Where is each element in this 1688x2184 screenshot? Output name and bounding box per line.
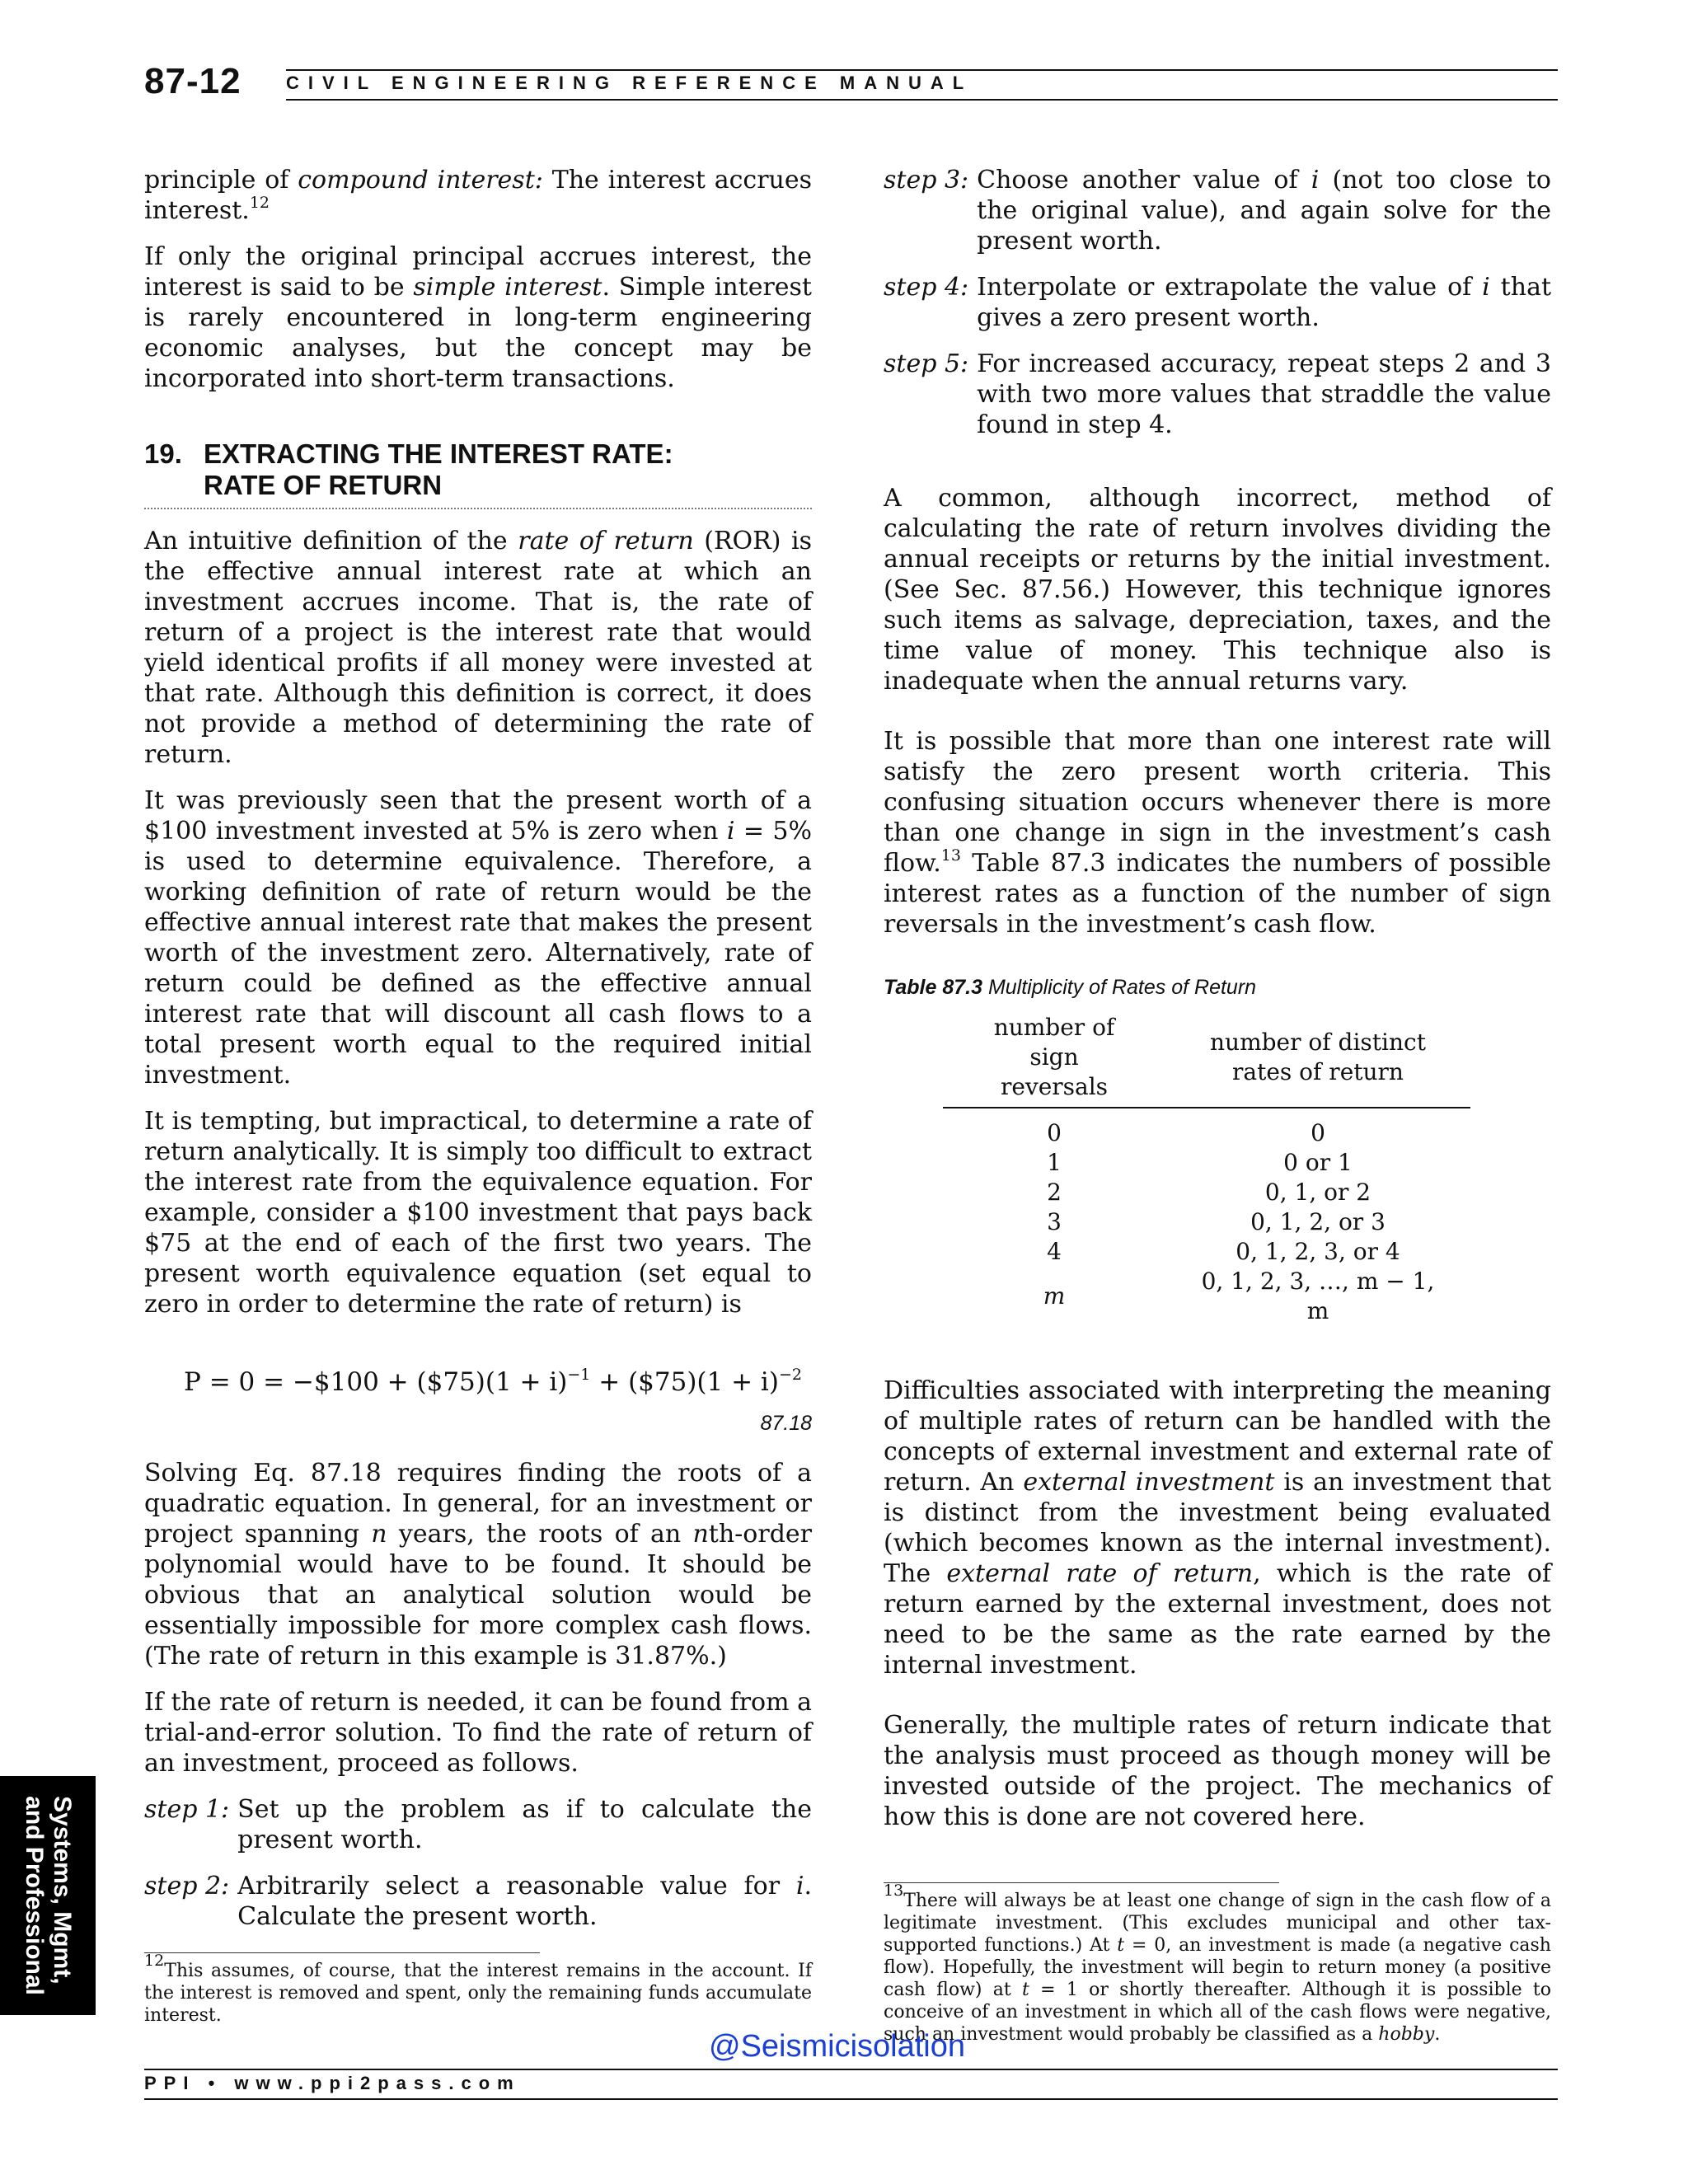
step-5: step 5: For increased accuracy, repeat steps 2 and 3 with two more values that straddle the value found in step 4. (884, 349, 1551, 439)
paragraph-working-definition: It was previously seen that the present worth of a $100 investment invested at 5% is zero when i = 5% is used to determine equivalence. Therefore, a working definition of rate of return would be the effective annual interest rate that makes the present worth of the investment zero. Alternatively, rate of return could be defined as the effective annual interest rate that will discount all cash flows to a total present worth equal to the required initial investment. (144, 786, 812, 1090)
step-3: step 3: Choose another value of i (not too close to the original value), and again solve for the present worth. (884, 166, 1551, 255)
left-column (144, 165, 812, 2027)
paragraph-compound-interest: principle of compound interest: The interest accrues interest.$^{12}$ (144, 166, 813, 225)
side-tab-label: Systems, Mgmt, and Professional (21, 1796, 76, 1995)
page-number: 87-12 (144, 61, 241, 101)
footnote-ref-12[interactable]: 12 (249, 194, 270, 212)
section-side-tab[interactable] (0, 1776, 96, 2015)
footnote-ref-13[interactable]: 13 (940, 846, 961, 865)
paragraph-external-investment: Difficulties associated with interpreting the meaning of multiple rates of return can be handled with the concepts of external investment and external rate of return. An external investment is an investment that is distinct from the investment being evaluated (which becomes known as the internal investment). The external rate of return, which is the rate of return earned by the external investment, does not need to be the same as the rate earned by the internal investment. (884, 1376, 1551, 1680)
step-4: step 4: Interpolate or extrapolate the value of i that gives a zero present worth. (884, 273, 1552, 332)
table-row: 4 0, 1, 2, 3, or 4 (1047, 1238, 1400, 1265)
footnote-rule (144, 1952, 540, 1953)
header-rule-bottom (286, 99, 1558, 101)
paragraph-analytic: It is tempting, but impractical, to determine a rate of return analytically. It is simply too difficult to extract the interest rate from the equivalence equation. For example, consider a $100 investment that pays back $75 at the end of each of the first two years. The present worth equivalence equation (set equal to zero in order to determine the rate of return) is (144, 1107, 812, 1319)
footnote-13: $^{13}$There will always be at least one change of sign in the cash flow of a legitimate investment. (This excludes municipal and other tax-supported functions.) At t = 0, an investment is made (a negative cash flow). Hopefully, the investment will begin to return money (a positive cash flow) at t = 1 or shortly thereafter. Although it is possible to conceive of an investment in which all of the cash flows were negative, such an investment would probably be classified as a hobby. (884, 1882, 1551, 2045)
footnote-rule (884, 1882, 1279, 1883)
paragraph-multiple-rates: It is possible that more than one interest rate will satisfy the zero present worth criteria. This confusing situation occurs whenever there is more than one change in sign in the investment’s cash flow.$^{13}$ Table 87.3 indicates the numbers of possible interest rates as a function of the number of sign reversals in the investment’s cash flow. (884, 727, 1551, 939)
footer-rule-bottom (144, 2098, 1558, 2100)
table-row: 2 0, 1, or 2 (1047, 1179, 1372, 1206)
table-row: 1 0 or 1 (1047, 1149, 1353, 1176)
running-title: CIVIL ENGINEERING REFERENCE MANUAL (286, 73, 973, 93)
paragraph-incorrect-method: A common, although incorrect, method of calculating the rate of return involves dividing the annual receipts or returns by the initial investment. (See Sec. 87.56.) However, this technique ignores such items as salvage, depreciation, taxes, and the time value of money. This technique also is inadequate when the annual returns vary. (884, 484, 1551, 696)
paragraph-trial-error: If the rate of return is needed, it can be found from a trial-and-error solution. To find the rate of return of an investment, proceed as follows. (144, 1688, 812, 1778)
watermark-text: @Seismicisolation (709, 2029, 966, 2064)
table-caption: Table 87.3 Multiplicity of Rates of Return (884, 976, 1257, 999)
table-header-distinct-rates: number of distinct rates of return (1210, 1029, 1426, 1085)
table-row: 0 0 (1047, 1119, 1325, 1146)
paragraph-quadratic: Solving Eq. 87.18 requires finding the roots of a quadratic equation. In general, for an investment or project spanning n years, the roots of an nth-order polynomial would have to be found. It should be obvious that an analytical solution would be essentially impossible for more complex cash flows. (The rate of return in this example is 31.87%.) (144, 1459, 813, 1671)
section-heading-19: 19. EXTRACTING THE INTEREST RATE: RATE OF RETURN (144, 438, 812, 509)
page-header (144, 58, 1558, 107)
equation-body: P = 0 = −$100 + ($75)(1 + i)$^{-1}$ + ($75)(1 + i)$^{-2}$ (184, 1366, 802, 1397)
table-header-sign-reversals: number of sign reversals (993, 1014, 1115, 1100)
table-row: m 0, 1, 2, 3, …, m − 1, m (1043, 1268, 1435, 1324)
paragraph-simple-interest: If only the original principal accrues interest, the interest is said to be simple interest. Simple interest is rarely encountered in long-term engineering economic analyses, but the concept may be incorporated into short-term transactions. (144, 242, 812, 393)
footer-publisher[interactable]: PPI • www.ppi2pass.com (144, 2073, 521, 2093)
paragraph-generally: Generally, the multiple rates of return indicate that the analysis must proceed as though money will be invested outside of the project. The mechanics of how this is done are not covered here. (884, 1711, 1551, 1831)
footnote-12: $^{12}$This assumes, of course, that the interest remains in the account. If the interest is removed and spent, only the remaining funds accumulate interest. (144, 1952, 812, 2026)
step-1: step 1: Set up the problem as if to calculate the present worth. (144, 1795, 812, 1854)
right-column (884, 165, 1551, 2046)
table-row: 3 0, 1, 2, or 3 (1047, 1208, 1386, 1235)
header-rule-top (286, 69, 1558, 71)
equation-87-18 (144, 1367, 812, 1458)
table-header-row (943, 1013, 1470, 1108)
paragraph-ror-definition: An intuitive definition of the rate of return (ROR) is the effective annual interest rate at which an investment accrues income. That is, the rate of return of a project is the interest rate that would yield identical profits if all money were invested at that rate. Although this definition is correct, it does not provide a method of determining the rate of return. (144, 527, 812, 769)
table-87-3 (884, 972, 1551, 1326)
footer-rule-top (144, 2069, 1558, 2070)
equation-number: 87.18 (760, 1412, 812, 1435)
step-2: step 2: Arbitrarily select a reasonable value for i. Calculate the present worth. (144, 1872, 812, 1931)
rates-table (943, 1013, 1470, 1326)
